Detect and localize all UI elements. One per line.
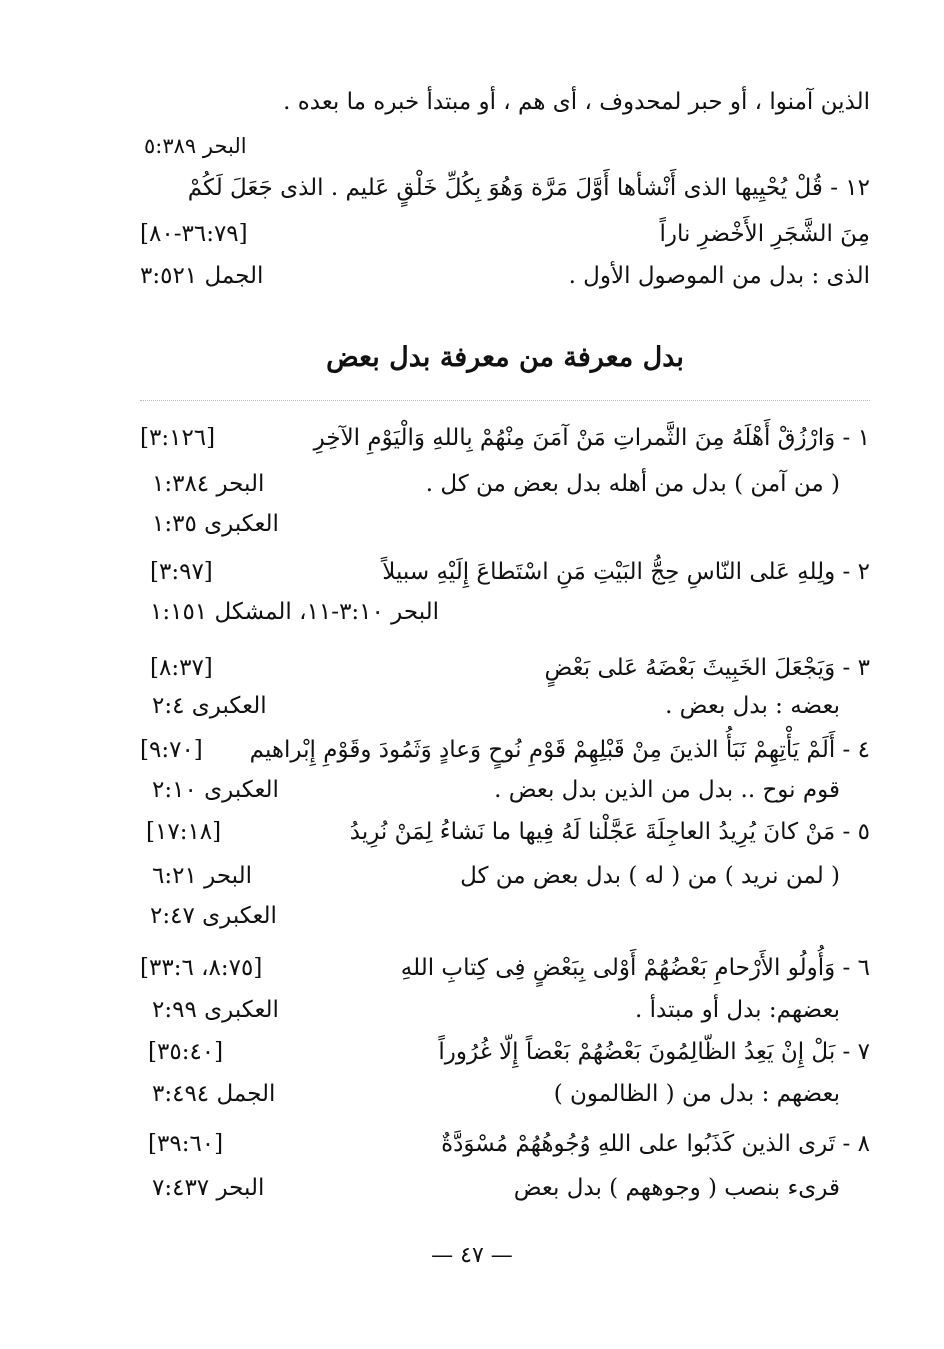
line-reference: [٩:٧٠] (140, 737, 203, 763)
text-line (140, 418, 870, 458)
section-heading: بدل معرفة من معرفة بدل بعض (326, 342, 684, 373)
line-reference: العكبرى ٢:٤ (152, 693, 267, 719)
line-reference: البحر ٥:٣٨٩ (144, 134, 247, 158)
line-reference: [٣٦:٧٩-٨٠] (140, 221, 248, 247)
line-text: ( من آمن ) بدل من أهله بدل بعض من كل . (425, 471, 840, 497)
text-line (140, 856, 870, 896)
line-reference: [٣٥:٤٠] (148, 1039, 224, 1065)
text-line (140, 552, 870, 592)
text-line (140, 504, 870, 544)
line-text: ٦ - وَأُولُو الأَرْحامِ بَعْضُهُمْ أَوْلى بِبَعْضٍ فِى كِتابِ اللهِ (400, 955, 870, 981)
line-text: بعضهم: بدل أو مبتدأ . (634, 997, 840, 1023)
line-reference: العكبرى ٢:٤٧ (150, 903, 277, 929)
heading-divider (140, 400, 870, 401)
line-text: الذين آمنوا ، أو حبر لمحدوف ، أى هم ، أو مبتدأ خبره ما بعده . (283, 89, 870, 115)
line-reference: [٣:١٢٦] (140, 425, 216, 451)
line-text: الذى : بدل من الموصول الأول . (568, 263, 870, 289)
text-line (140, 256, 870, 296)
text-line (140, 1124, 870, 1164)
line-text: ( لمن نريد ) من ( له ) بدل بعض من كل (460, 863, 840, 889)
text-line (140, 648, 870, 688)
line-reference: [٨:٧٥، ٣٣:٦] (140, 955, 263, 981)
line-reference: البحر ٧:٤٣٧ (152, 1175, 265, 1201)
line-reference: البحر ٣:١٠-١١، المشكل ١:١٥١ (150, 599, 440, 625)
text-line (140, 686, 870, 726)
line-text: قرىء بنصب ( وجوههم ) بدل بعض (513, 1175, 840, 1201)
line-reference: [٣:٩٧] (150, 559, 213, 585)
line-reference: العكبرى ٢:١٠ (152, 777, 279, 803)
line-reference: [٨:٣٧] (150, 655, 213, 681)
line-text: ٧ - بَلْ إِنْ يَعِدُ الظّالِمُونَ بَعْضُهُمْ بَعْضاً إِلّا غُرُوراً (438, 1039, 870, 1065)
text-line (140, 990, 870, 1030)
text-line (140, 214, 870, 254)
text-line (140, 168, 870, 208)
line-reference: العكبرى ٢:٩٩ (152, 997, 279, 1023)
line-text: مِنَ الشَّجَرِ الأَخْضرِ ناراً (659, 221, 870, 247)
line-reference: [١٧:١٨] (146, 819, 222, 845)
text-line (140, 1074, 870, 1114)
text-line (140, 812, 870, 852)
line-text: ١ - وَارْزُقْ أَهْلَهُ مِنَ الثَّمراتِ مَنْ آمَنَ مِنْهُمْ بِاللهِ وَالْيَوْمِ الآخِرِ (313, 425, 870, 451)
line-text: ٥ - مَنْ كانَ يُرِيدُ العاجِلَةَ عَجَّلْنا لَهُ فِيها ما نَشاءُ لِمَنْ نُرِيدُ (349, 819, 870, 845)
line-text: ٤ - أَلَمْ يَأْتِهِمْ نَبَأُ الذينَ مِنْ قَبْلِهِمْ قَوْمِ نُوحٍ وَعادٍ وَثَمُودَ وقَوْمِ إِبْراهيم (249, 737, 870, 763)
line-reference: البحر ١:٣٨٤ (152, 471, 265, 497)
line-text: بعضه : بدل بعض . (665, 693, 840, 719)
line-reference: الجمل ٣:٤٩٤ (152, 1081, 276, 1107)
line-text: قوم نوح .. بدل من الذين بدل بعض . (494, 777, 840, 803)
line-text: ٣ - وَيَجْعَلَ الخَبِيثَ بَعْضَهُ عَلى بَعْضٍ (544, 655, 870, 681)
page-number: — ٤٧ — (431, 1243, 513, 1268)
line-text: ١٢ - قُلْ يُحْيِيها الذى أَنْشأها أَوَّلَ مَرَّة وَهُوَ بِكُلِّ خَلْقٍ عَليم . الذى جَعَلَ لَكُمْ (187, 175, 870, 201)
text-line (140, 126, 870, 166)
text-line (140, 896, 870, 936)
line-reference: البحر ٦:٢١ (152, 863, 252, 889)
text-line (140, 464, 870, 504)
text-line (140, 82, 870, 122)
line-text: ٨ - تَرى الذين كَذَبُوا على اللهِ وُجُوهُهُمْ مُسْوَدَّةٌ (441, 1131, 870, 1157)
text-line (140, 948, 870, 988)
text-line (140, 592, 870, 632)
line-reference: العكبرى ١:٣٥ (152, 511, 279, 537)
text-line (140, 1032, 870, 1072)
line-text: ٢ - ولِلهِ عَلى النّاسِ حِجُّ البَيْتِ مَنِ اسْتَطاعَ إِلَيْهِ سبيلاً (382, 559, 870, 585)
line-reference: [٣٩:٦٠] (148, 1131, 224, 1157)
text-line (140, 770, 870, 810)
text-line (140, 1168, 870, 1208)
line-text: بعضهم : بدل من ( الظالمون ) (553, 1081, 840, 1107)
text-line (140, 730, 870, 770)
line-reference: الجمل ٣:٥٢١ (140, 263, 264, 289)
